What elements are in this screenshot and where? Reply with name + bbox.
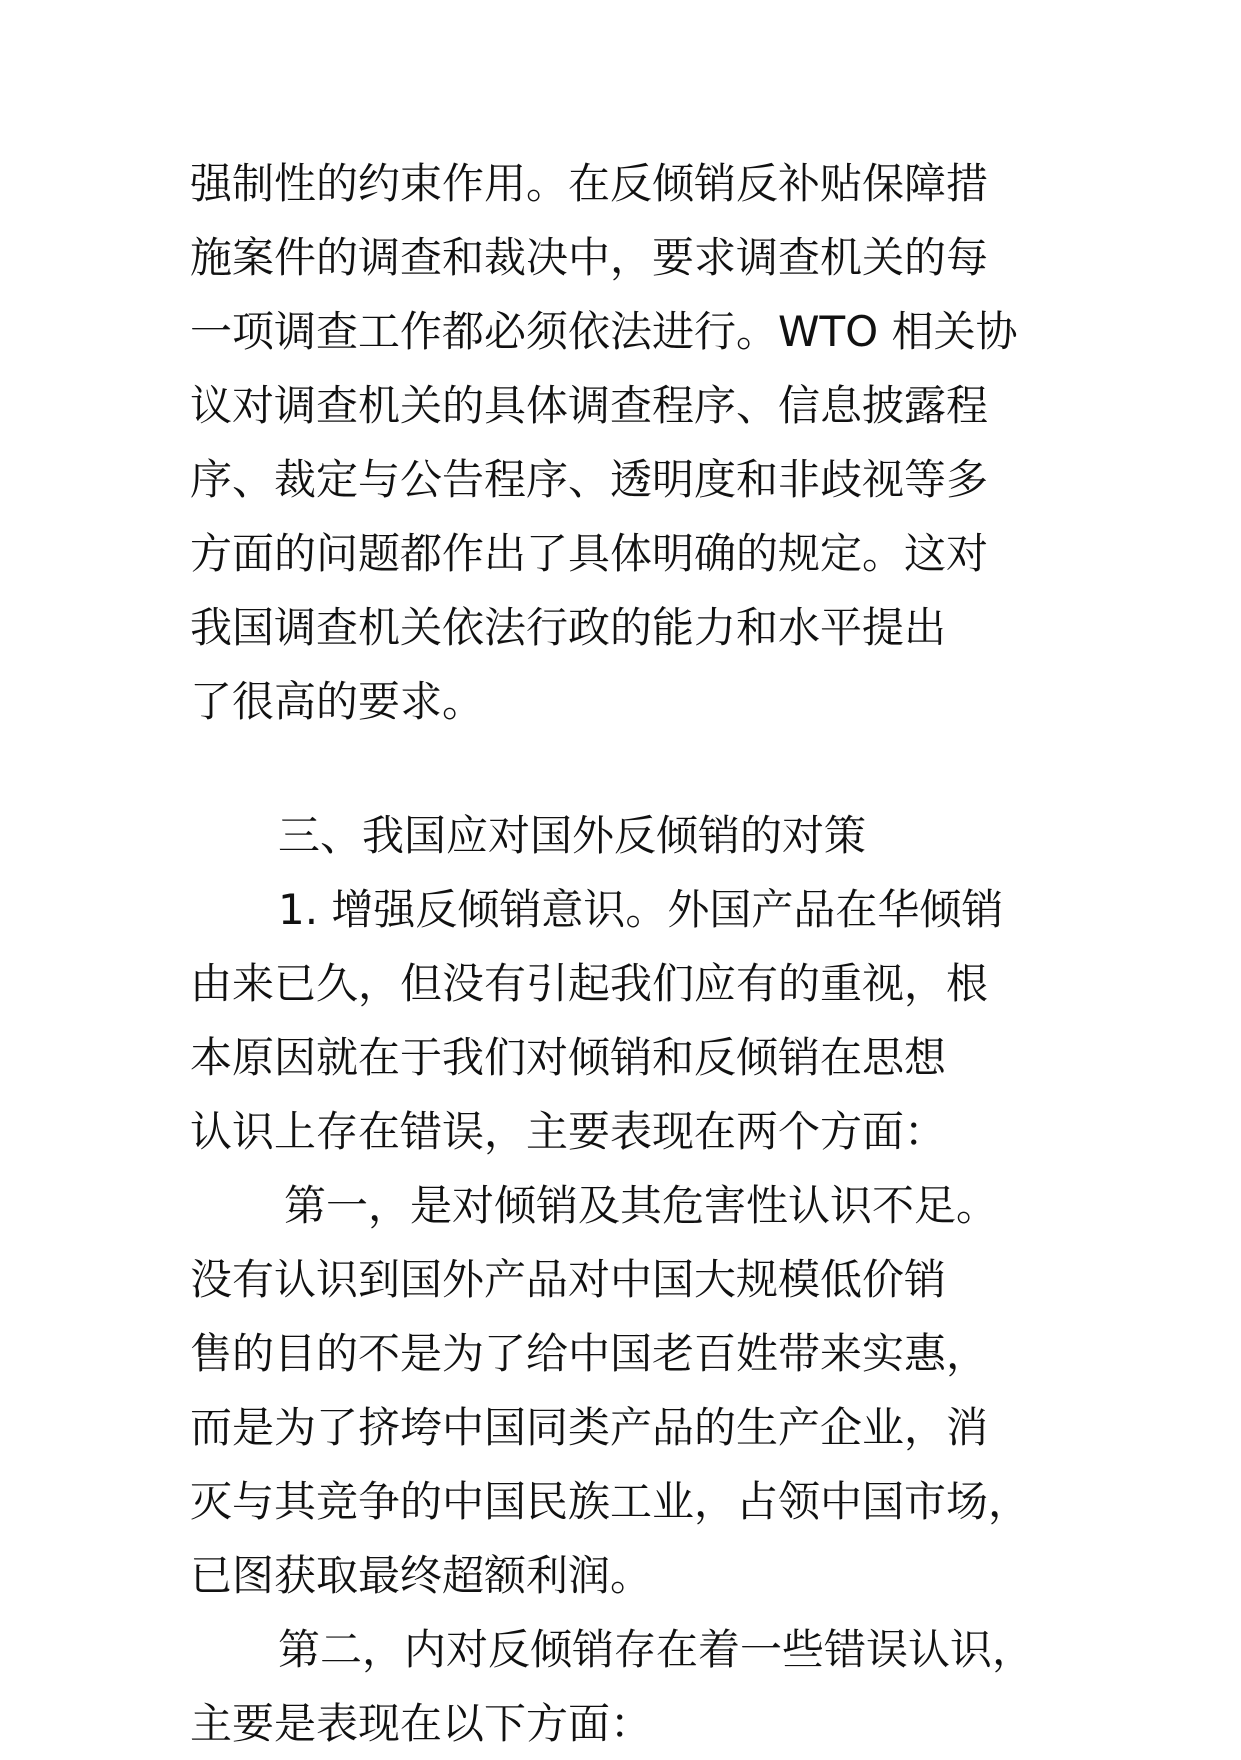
text-line-2: 施案件的调查和裁决中，要求调查机关的每	[190, 233, 989, 282]
text-line-11: 由来已久，但没有引起我们应有的重视，根	[190, 959, 989, 1008]
text-line-5: 序、裁定与公告程序、透明度和非歧视等多	[190, 455, 989, 504]
text-line-14: 第一，是对倾销及其危害性认识不足。	[284, 1181, 999, 1230]
text-line-16: 售的目的不是为了给中国老百姓带来实惠，	[190, 1329, 989, 1378]
text-line-6: 方面的问题都作出了具体明确的规定。这对	[190, 529, 989, 578]
text-line-15: 没有认识到国外产品对中国大规模低价销	[190, 1255, 947, 1304]
text-line-7: 我国调查机关依法行政的能力和水平提出	[190, 603, 947, 652]
text-line-18: 灭与其竞争的中国民族工业，占领中国市场，	[190, 1477, 1031, 1526]
text-line-13: 认识上存在错误，主要表现在两个方面：	[190, 1107, 947, 1156]
text-line-10: 1. 增强反倾销意识。外国产品在华倾销	[278, 885, 1004, 934]
text-line-3: 一项调查工作都必须依法进行。WTO 相关协	[190, 307, 1018, 356]
text-line-20: 第二，内对反倾销存在着一些错误认识，	[278, 1625, 1035, 1674]
text-line-19: 已图获取最终超额利润。	[190, 1551, 653, 1600]
section-heading: 三、我国应对国外反倾销的对策	[278, 811, 867, 860]
text-line-12: 本原因就在于我们对倾销和反倾销在思想	[190, 1033, 947, 1082]
text-line-4: 议对调查机关的具体调查程序、信息披露程	[190, 381, 989, 430]
text-line-1: 强制性的约束作用。在反倾销反补贴保障措	[190, 159, 989, 208]
text-line-21: 主要是表现在以下方面：	[190, 1699, 653, 1748]
text-line-17: 而是为了挤垮中国同类产品的生产企业，消	[190, 1403, 989, 1452]
text-line-8: 了很高的要求。	[190, 677, 485, 726]
